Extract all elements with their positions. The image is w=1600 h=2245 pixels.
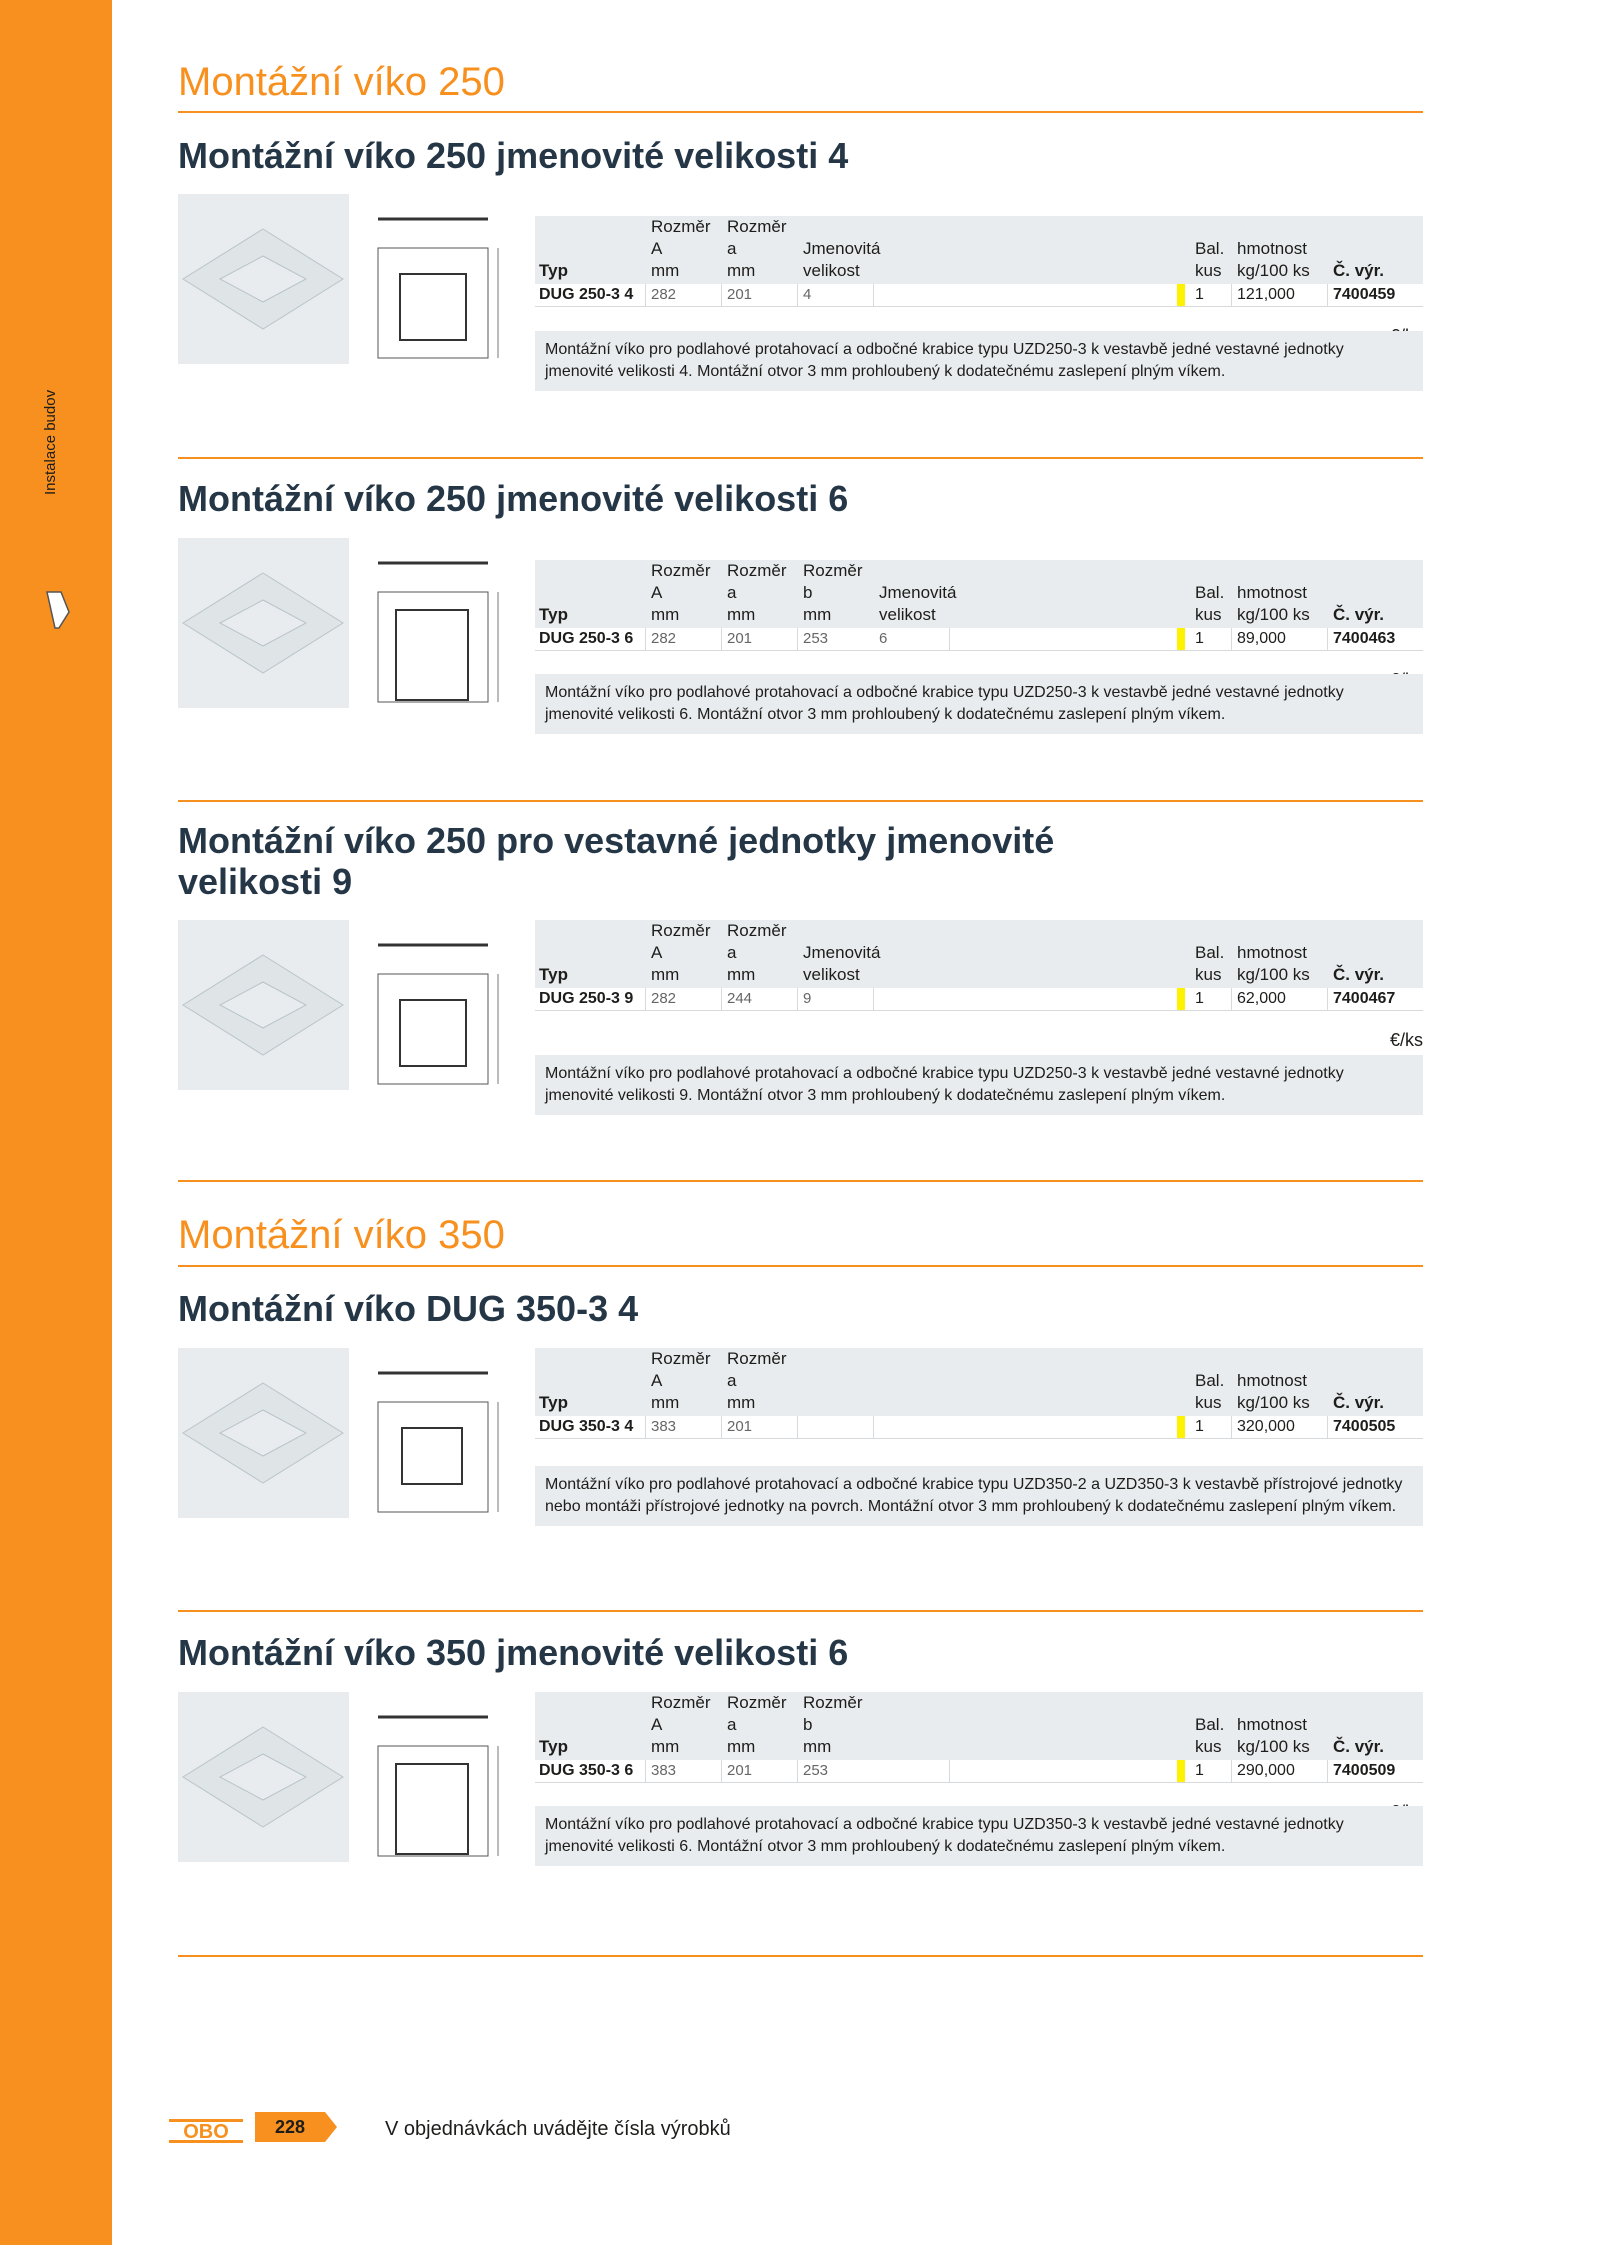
header-weight: hmotnost kg/100 ks bbox=[1237, 239, 1310, 280]
product-description: Montážní víko pro podlahové protahovací a odbočné krabice typu UZD350-2 a UZD350-3 k vestavbě přístrojové jednotky nebo montáži přístrojové jednotky na povrch. Montážní otvor 3 mm prohloubený k dodatečnému zaslepení plným víkem. bbox=[535, 1466, 1423, 1526]
divider bbox=[178, 800, 1423, 802]
header-num: Č. výr. bbox=[1333, 1393, 1385, 1412]
product-description: Montážní víko pro podlahové protahovací a odbočné krabice typu UZD250-3 k vestavbě jedné vestavné jednotky jmenovité velikosti 6. Montážní otvor 3 mm prohloubený k dodatečnému zaslepení plným víkem. bbox=[535, 674, 1423, 734]
header-typ: Typ bbox=[539, 1393, 568, 1412]
product-table bbox=[535, 920, 1423, 1050]
cell-bal: 1 bbox=[1195, 990, 1204, 1007]
divider bbox=[178, 1265, 1423, 1267]
cell-weight: 290,000 bbox=[1237, 1762, 1295, 1779]
cell-dim-b: 253 bbox=[803, 630, 829, 647]
header-dim-a: Rozměr a mm bbox=[727, 217, 787, 280]
product-title: Montážní víko 250 jmenovité velikosti 6 bbox=[178, 478, 849, 519]
cell-typ: DUG 250-3 4 bbox=[539, 286, 634, 303]
product-description: Montážní víko pro podlahové protahovací a odbočné krabice typu UZD350-3 k vestavbě jedné vestavné jednotky jmenovité velikosti 6. Montážní otvor 3 mm prohloubený k dodatečnému zaslepení plným víkem. bbox=[535, 1806, 1423, 1866]
header-dim-A: Rozměr A mm bbox=[651, 1349, 711, 1412]
cell-dim-A: 282 bbox=[651, 286, 677, 303]
cell-weight: 62,000 bbox=[1237, 990, 1286, 1007]
divider bbox=[178, 111, 1423, 113]
header-bal: Bal. kus bbox=[1195, 583, 1225, 624]
divider bbox=[178, 457, 1423, 459]
header-dim-b: Rozměr b mm bbox=[803, 561, 863, 624]
header-typ: Typ bbox=[539, 261, 568, 280]
cell-typ: DUG 250-3 9 bbox=[539, 990, 634, 1007]
header-typ: Typ bbox=[539, 1737, 568, 1756]
cell-dim-a: 244 bbox=[727, 990, 753, 1007]
header-weight: hmotnost kg/100 ks bbox=[1237, 583, 1310, 624]
header-size: Jmenovitá velikost bbox=[803, 943, 881, 984]
product-description: Montážní víko pro podlahové protahovací a odbočné krabice typu UZD250-3 k vestavbě jedné vestavné jednotky jmenovité velikosti 9. Montážní otvor 3 mm prohloubený k dodatečnému zaslepení plným víkem. bbox=[535, 1055, 1423, 1115]
product-image bbox=[178, 1348, 349, 1518]
page-number-arrow bbox=[325, 2112, 337, 2142]
cell-bal: 1 bbox=[1195, 630, 1204, 647]
table-row bbox=[535, 628, 1423, 651]
cell-num: 7400459 bbox=[1333, 286, 1396, 303]
yellow-marker bbox=[1177, 1416, 1185, 1438]
cell-num: 7400467 bbox=[1333, 990, 1396, 1007]
page-number: 228 bbox=[255, 2112, 325, 2142]
divider bbox=[178, 1955, 1423, 1957]
cell-weight: 89,000 bbox=[1237, 630, 1286, 647]
table-header bbox=[535, 560, 1423, 628]
product-title: Montážní víko 350 jmenovité velikosti 6 bbox=[178, 1632, 849, 1673]
cell-dim-A: 383 bbox=[651, 1762, 677, 1779]
cell-num: 7400463 bbox=[1333, 630, 1396, 647]
table-row bbox=[535, 1760, 1423, 1783]
obo-logo bbox=[168, 2118, 244, 2144]
product-title: Montážní víko DUG 350-3 4 bbox=[178, 1288, 639, 1329]
technical-drawing bbox=[368, 194, 508, 369]
header-num: Č. výr. bbox=[1333, 965, 1385, 984]
yellow-marker bbox=[1177, 628, 1185, 650]
technical-drawing bbox=[368, 1348, 508, 1523]
product-table bbox=[535, 560, 1423, 651]
cell-num: 7400509 bbox=[1333, 1762, 1396, 1779]
product-title: Montážní víko 250 jmenovité velikosti 4 bbox=[178, 135, 849, 176]
table-header bbox=[535, 216, 1423, 284]
header-weight: hmotnost kg/100 ks bbox=[1237, 1715, 1310, 1756]
header-dim-a: Rozměr a mm bbox=[727, 1693, 787, 1756]
cell-typ: DUG 350-3 4 bbox=[539, 1418, 634, 1435]
sidebar bbox=[0, 0, 112, 2245]
technical-drawing bbox=[368, 1692, 508, 1867]
sidebar-label: Instalace budov bbox=[42, 389, 59, 495]
svg-text:OBO: OBO bbox=[183, 2121, 229, 2143]
table-row bbox=[535, 284, 1423, 307]
header-size: Jmenovitá velikost bbox=[879, 583, 957, 624]
header-typ: Typ bbox=[539, 965, 568, 984]
cell-size: 9 bbox=[803, 990, 812, 1007]
footer-text: V objednávkách uvádějte čísla výrobků bbox=[385, 2118, 731, 2140]
product-image bbox=[178, 194, 349, 364]
technical-drawing bbox=[368, 920, 508, 1095]
header-weight: hmotnost kg/100 ks bbox=[1237, 943, 1310, 984]
product-description: Montážní víko pro podlahové protahovací a odbočné krabice typu UZD250-3 k vestavbě jedné vestavné jednotky jmenovité velikosti 4. Montážní otvor 3 mm prohloubený k dodatečnému zaslepení plným víkem. bbox=[535, 331, 1423, 391]
header-dim-A: Rozměr A mm bbox=[651, 921, 711, 984]
header-dim-A: Rozměr A mm bbox=[651, 1693, 711, 1756]
header-bal: Bal. kus bbox=[1195, 1371, 1225, 1412]
header-dim-b: Rozměr b mm bbox=[803, 1693, 863, 1756]
product-title: Montážní víko 250 pro vestavné jednotky jmenovité velikosti 9 bbox=[178, 820, 1055, 902]
product-table bbox=[535, 216, 1423, 307]
cell-bal: 1 bbox=[1195, 1762, 1204, 1779]
cell-weight: 320,000 bbox=[1237, 1418, 1295, 1435]
divider bbox=[178, 1610, 1423, 1612]
product-table bbox=[535, 1348, 1423, 1439]
yellow-marker bbox=[1177, 988, 1185, 1010]
header-size: Jmenovitá velikost bbox=[803, 239, 881, 280]
cell-dim-a: 201 bbox=[727, 1762, 753, 1779]
category-title: Montážní víko 350 bbox=[178, 1213, 505, 1257]
technical-drawing bbox=[368, 538, 508, 713]
product-image bbox=[178, 920, 349, 1090]
header-dim-A: Rozměr A mm bbox=[651, 561, 711, 624]
yellow-marker bbox=[1177, 284, 1185, 306]
table-header bbox=[535, 1348, 1423, 1416]
header-weight: hmotnost kg/100 ks bbox=[1237, 1371, 1310, 1412]
header-num: Č. výr. bbox=[1333, 605, 1385, 624]
product-table bbox=[535, 1692, 1423, 1783]
header-dim-a: Rozměr a mm bbox=[727, 1349, 787, 1412]
table-header bbox=[535, 1692, 1423, 1760]
price-unit: €/ks bbox=[1389, 1030, 1423, 1050]
yellow-marker bbox=[1177, 1760, 1185, 1782]
header-dim-A: Rozměr A mm bbox=[651, 217, 711, 280]
chapter-tab-icon bbox=[45, 590, 71, 630]
table-header bbox=[535, 920, 1423, 988]
cell-size: 4 bbox=[803, 286, 812, 303]
cell-dim-a: 201 bbox=[727, 630, 753, 647]
cell-num: 7400505 bbox=[1333, 1418, 1396, 1435]
category-title: Montážní víko 250 bbox=[178, 60, 505, 104]
cell-typ: DUG 250-3 6 bbox=[539, 630, 634, 647]
product-image bbox=[178, 1692, 349, 1862]
cell-bal: 1 bbox=[1195, 286, 1204, 303]
cell-dim-a: 201 bbox=[727, 286, 753, 303]
header-dim-a: Rozměr a mm bbox=[727, 921, 787, 984]
table-row bbox=[535, 1416, 1423, 1439]
table-row bbox=[535, 988, 1423, 1011]
header-num: Č. výr. bbox=[1333, 261, 1385, 280]
header-typ: Typ bbox=[539, 605, 568, 624]
header-bal: Bal. kus bbox=[1195, 1715, 1225, 1756]
divider bbox=[178, 1180, 1423, 1182]
cell-weight: 121,000 bbox=[1237, 286, 1295, 303]
cell-dim-a: 201 bbox=[727, 1418, 753, 1435]
cell-typ: DUG 350-3 6 bbox=[539, 1762, 634, 1779]
cell-size: 6 bbox=[879, 630, 888, 647]
cell-dim-A: 282 bbox=[651, 630, 677, 647]
header-bal: Bal. kus bbox=[1195, 239, 1225, 280]
header-bal: Bal. kus bbox=[1195, 943, 1225, 984]
cell-dim-A: 282 bbox=[651, 990, 677, 1007]
header-dim-a: Rozměr a mm bbox=[727, 561, 787, 624]
product-image bbox=[178, 538, 349, 708]
cell-bal: 1 bbox=[1195, 1418, 1204, 1435]
header-num: Č. výr. bbox=[1333, 1737, 1385, 1756]
cell-dim-b: 253 bbox=[803, 1762, 829, 1779]
cell-dim-A: 383 bbox=[651, 1418, 677, 1435]
